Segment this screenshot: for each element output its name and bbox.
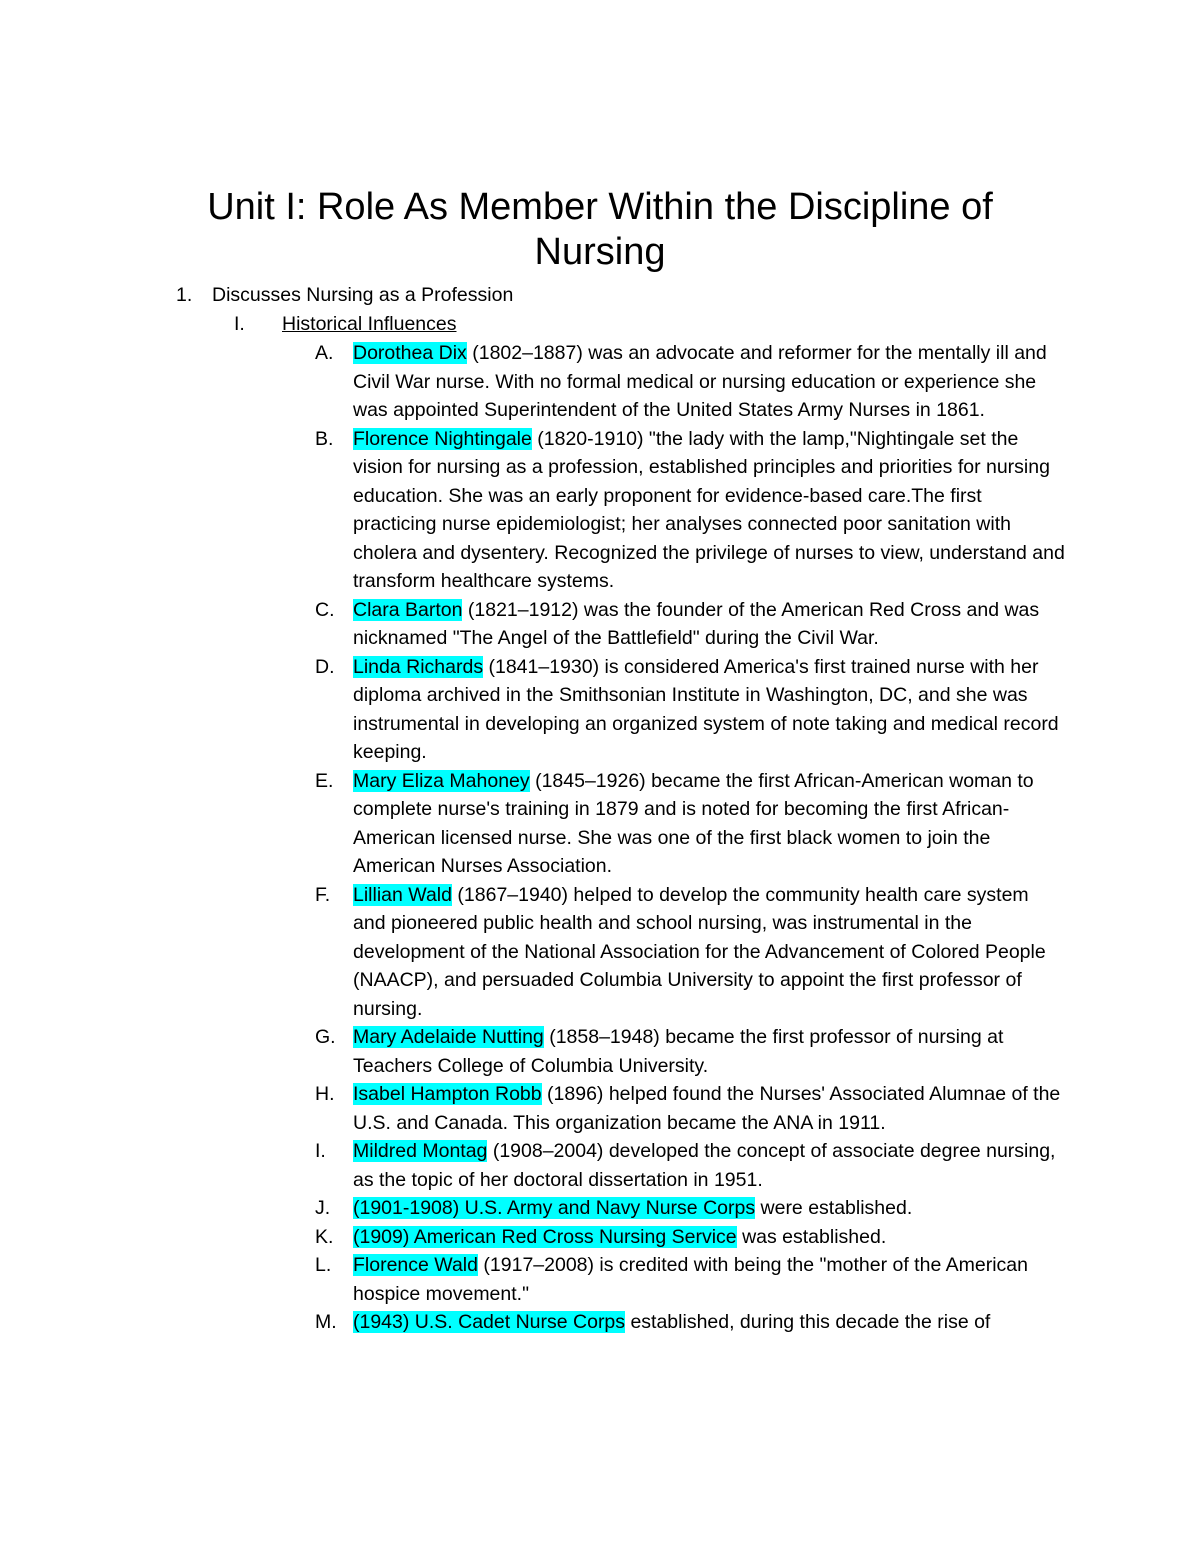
item-letter: E. [315, 769, 334, 792]
item-description: was established. [736, 1225, 887, 1248]
highlighted-name: Lillian Wald [353, 883, 452, 906]
item-description: (1867–1940) helped to develop the community health care system and pioneered public health and school nursing, was instrumental in the development of the National Association for the Advancement of Colored People (NAACP), and persuaded Columbia University to appoint the first professor of nursing. [353, 883, 1046, 1020]
list-item [315, 1023, 1075, 1080]
list-item [315, 653, 1075, 767]
item-description: were established. [755, 1197, 913, 1219]
page-title [0, 185, 1200, 275]
highlighted-name: Isabel Hampton Robb [353, 1083, 542, 1105]
item-letter: L. [315, 1254, 332, 1276]
highlighted-name: Mildred Montag [353, 1140, 488, 1162]
outline-level1-item [176, 281, 513, 309]
list-item [315, 881, 1075, 1024]
list-item [315, 1194, 1075, 1223]
highlighted-name: Florence Wald [353, 1254, 478, 1276]
list-item [315, 1137, 1075, 1194]
list-item [315, 1251, 1075, 1308]
list-item [315, 1308, 1075, 1337]
section-heading: Historical Influences [282, 313, 457, 335]
level1-text: Discusses Nursing as a Profession [212, 284, 514, 306]
item-description: (1917–2008) is credited with being the "mother of the American hospice movement." [353, 1254, 1028, 1305]
list-item [315, 767, 1075, 881]
item-description: (1820-1910) "the lady with the lamp,"Nightingale set the vision for nursing as a profession, established principles and priorities for nursing education. She was an early proponent for evidence-based care.The first practicing nurse epidemiologist; her analyses connected poor sanitation with cholera and dysentery. Recognized the privilege of nurses to view, understand and transform healthcare systems. [353, 427, 1065, 592]
highlighted-name: Mary Adelaide Nutting [353, 1026, 544, 1048]
item-letter: B. [315, 427, 334, 450]
item-letter: C. [315, 598, 335, 621]
highlighted-name: (1943) U.S. Cadet Nurse Corps [353, 1311, 626, 1333]
item-description: (1802–1887) was an advocate and reformer for the mentally ill and Civil War nurse. With no formal medical or nursing education or experience she was appointed Superintendent of the United States Army Nurses in 1861. [353, 342, 1047, 421]
list-item [315, 1080, 1075, 1137]
title-line-1: Unit I: Role As Member Within the Discipline of [207, 186, 993, 228]
list-item [315, 1223, 1075, 1252]
item-letter: I. [315, 1140, 326, 1162]
item-letter: F. [315, 883, 331, 906]
item-description: (1858–1948) became the first professor of nursing at Teachers College of Columbia University. [353, 1026, 1004, 1077]
item-letter: H. [315, 1083, 335, 1105]
item-letter: K. [315, 1225, 334, 1248]
highlighted-name: Dorothea Dix [353, 342, 467, 364]
level1-number: 1. [176, 284, 193, 306]
item-letter: G. [315, 1026, 336, 1048]
item-description: (1896) helped found the Nurses' Associated Alumnae of the U.S. and Canada. This organization became the ANA in 1911. [353, 1083, 1061, 1134]
highlighted-name: Linda Richards [353, 655, 484, 678]
item-letter: M. [315, 1311, 337, 1333]
item-letter: A. [315, 342, 334, 364]
level2-number: I. [234, 313, 245, 335]
highlighted-name: Mary Eliza Mahoney [353, 769, 530, 792]
item-letter: J. [315, 1197, 331, 1219]
highlighted-name: Clara Barton [353, 598, 463, 621]
outline-level2-item [234, 310, 457, 338]
item-description: established, during this decade the rise of [625, 1311, 991, 1333]
list-item [315, 339, 1075, 425]
list-item [315, 425, 1075, 596]
highlighted-name: Florence Nightingale [353, 427, 532, 450]
historical-influences-list [315, 339, 1075, 1337]
highlighted-name: (1901-1908) U.S. Army and Navy Nurse Corps [353, 1197, 756, 1219]
item-description: (1908–2004) developed the concept of associate degree nursing, as the topic of her doctoral dissertation in 1951. [353, 1140, 1056, 1191]
item-description: (1821–1912) was the founder of the American Red Cross and was nicknamed "The Angel of the Battlefield" during the Civil War. [353, 598, 1040, 649]
highlighted-name: (1909) American Red Cross Nursing Service [353, 1225, 737, 1248]
title-line-2: Nursing [534, 231, 666, 273]
list-item [315, 596, 1075, 653]
item-letter: D. [315, 655, 335, 678]
item-description: (1841–1930) is considered America's first trained nurse with her diploma archived in the Smithsonian Institute in Washington, DC, and she was instrumental in developing an organized system of note taking and medical record keeping. [353, 655, 1059, 763]
item-description: (1845–1926) became the first African-American woman to complete nurse's training in 1879 and is noted for becoming the first African-American licensed nurse. She was one of the first black women to join the American Nurses Association. [353, 769, 1034, 877]
